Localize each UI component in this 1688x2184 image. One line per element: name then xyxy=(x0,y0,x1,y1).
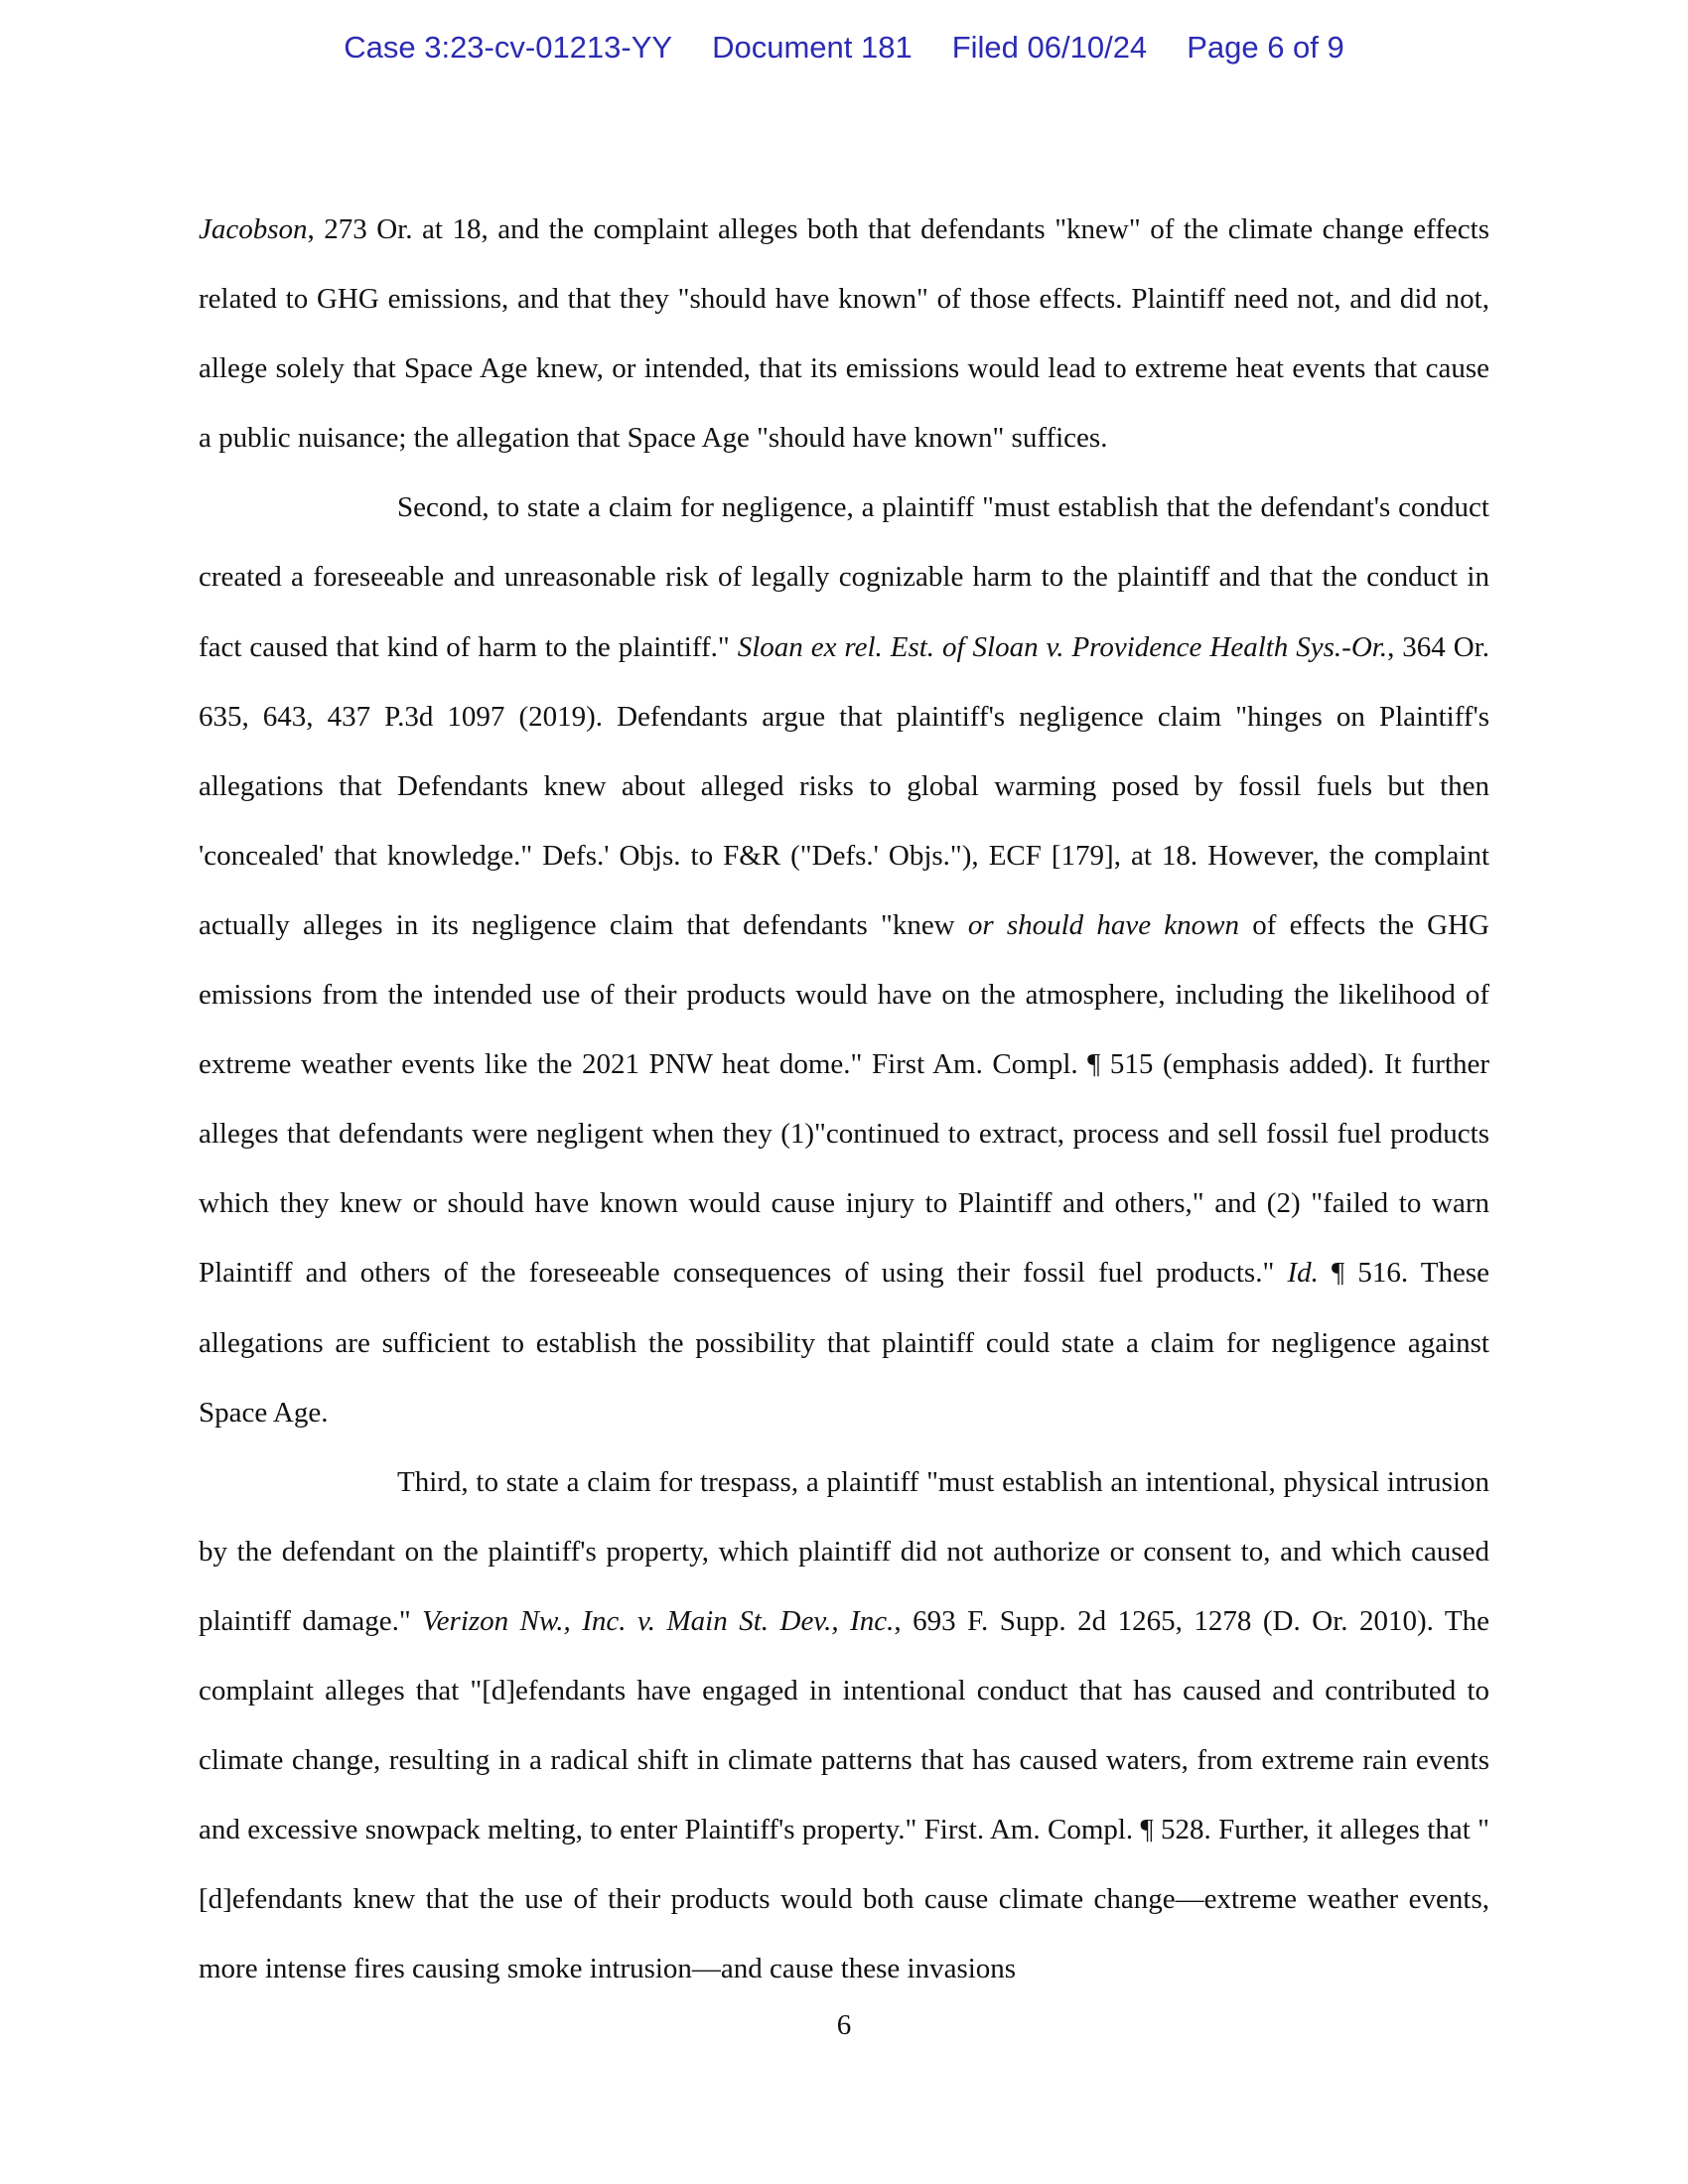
paragraph-text: Third, to state a claim for trespass, a plaintiff "must establish an intentional, physical intrusion by the defendant on the plaintiff's property, which plaintiff did not authorize or consent to, and which caused plaintiff damage." xyxy=(199,1465,1489,1637)
paragraph xyxy=(199,1447,1489,2004)
italic-citation-text: Verizon Nw., Inc. v. Main St. Dev., Inc. xyxy=(422,1604,895,1637)
document-number: Document 181 xyxy=(712,30,913,65)
document-body xyxy=(199,195,1489,2003)
italic-citation-text: Sloan ex rel. Est. of Sloan v. Providence Health Sys.-Or. xyxy=(737,630,1388,663)
paragraph xyxy=(199,473,1489,1446)
paragraph-text: of effects the GHG emissions from the intended use of their products would have on the atmosphere, including the likelihood of extreme weather events like the 2021 PNW heat dome." First Am. Compl. ¶ 515 (emphasis added). It further alleges that defendants were negligent when they (1)"continued to extract, process and sell fossil fuel products which they knew or should have known would cause injury to Plaintiff and others," and (2) "failed to warn Plaintiff and others of the foreseeable consequences of using their fossil fuel products." xyxy=(199,908,1489,1290)
paragraph-text: , 693 F. Supp. 2d 1265, 1278 (D. Or. 2010). The complaint alleges that "[d]efendants have engaged in intentional conduct that has caused and contributed to climate change, resulting in a radical shift in climate patterns that has caused waters, from extreme rain events and excessive snowpack melting, to enter Plaintiff's property." First. Am. Compl. ¶ 528. Further, it alleges that "[d]efendants knew that the use of their products would both cause climate change—extreme weather events, more intense fires causing smoke intrusion—and cause these invasions xyxy=(199,1604,1489,1985)
italic-citation-text: or should have known xyxy=(967,908,1240,941)
page-number: 6 xyxy=(836,2009,852,2041)
paragraph-text: Second, to state a claim for negligence, a plaintiff "must establish that the defendant's conduct created a foreseeable and unreasonable risk of legally cognizable harm to the plaintiff and that the conduct in fact caused that kind of harm to the plaintiff." xyxy=(199,491,1489,663)
case-number: Case 3:23-cv-01213-YY xyxy=(344,30,673,65)
italic-citation-text: Jacobson xyxy=(199,213,308,245)
ecf-header xyxy=(0,30,1688,66)
paragraph xyxy=(199,195,1489,473)
filed-date: Filed 06/10/24 xyxy=(951,30,1148,65)
paragraph-text: , 364 Or. 635, 643, 437 P.3d 1097 (2019). Defendants argue that plaintiff's negligence claim "hinges on Plaintiff's allegations that Defendants knew about alleged risks to global warming posed by fossil fuels but then 'concealed' that knowledge." Defs.' Objs. to F&R ("Defs.' Objs."), ECF [179], at 18. However, the complaint actually alleges in its negligence claim that defendants "knew xyxy=(199,630,1490,941)
page-count: Page 6 of 9 xyxy=(1187,30,1344,65)
italic-citation-text: Id. xyxy=(1287,1257,1319,1290)
paragraph-text: , 273 Or. at 18, and the complaint alleges both that defendants "knew" of the climate change effects related to GHG emissions, and that they "should have known" of those effects. Plaintiff need not, and did not, allege solely that Space Age knew, or intended, that its emissions would lead to extreme heat events that cause a public nuisance; the allegation that Space Age "should have known" suffices. xyxy=(199,213,1489,455)
paragraph-text: ¶ 516. These allegations are sufficient to establish the possibility that plaintiff could state a claim for negligence against Space Age. xyxy=(199,1257,1489,1429)
